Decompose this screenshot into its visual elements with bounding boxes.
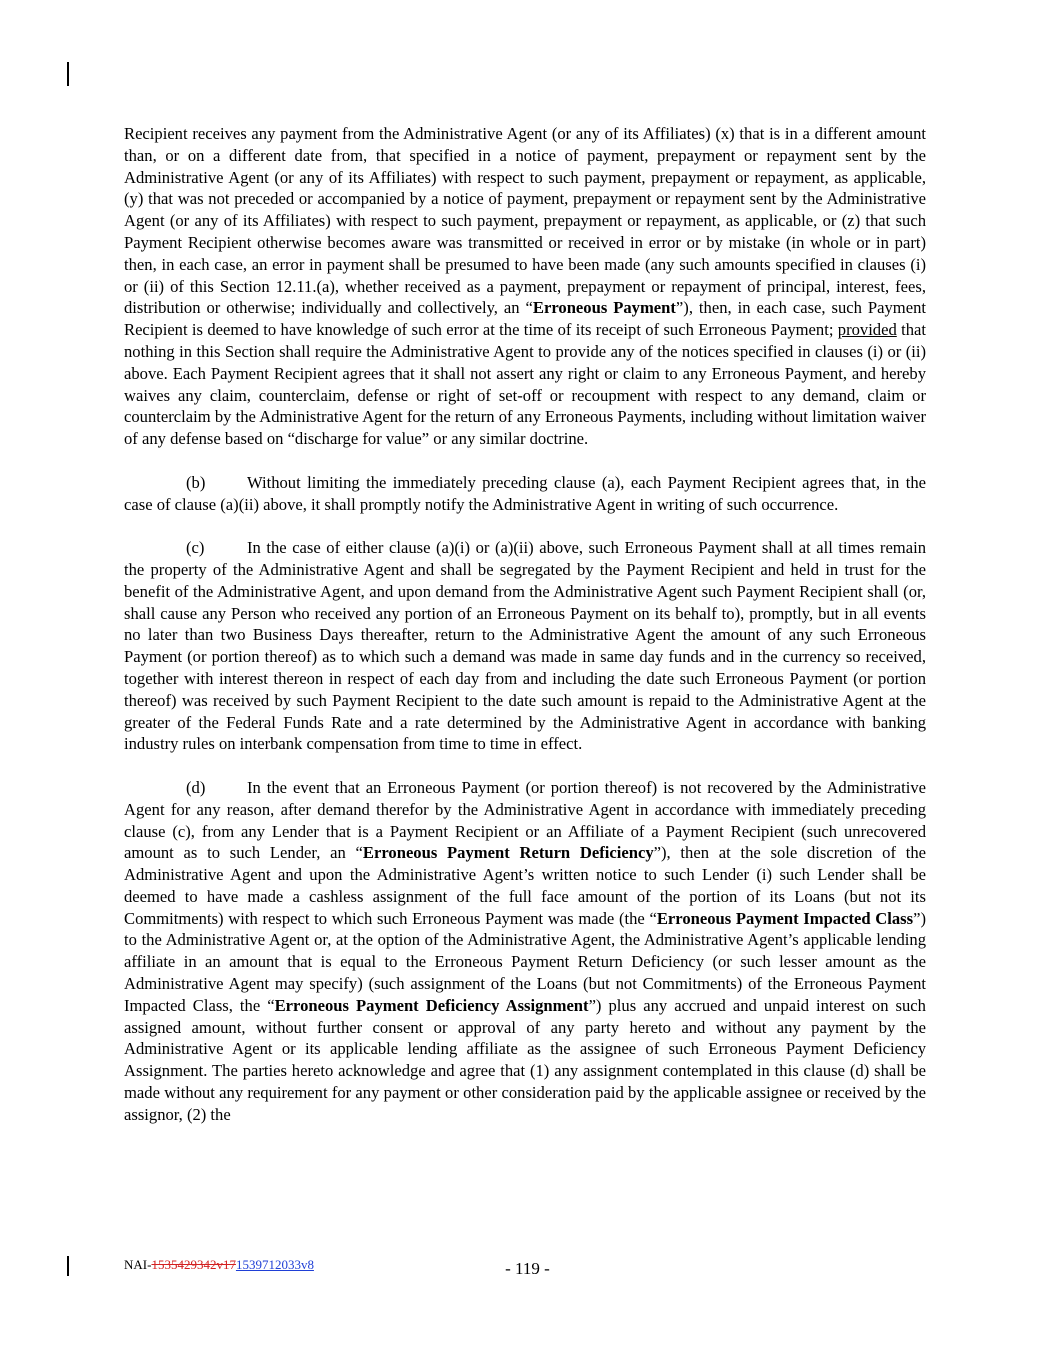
clause-label: (b): [186, 472, 206, 492]
paragraph-text: ”) to the Administrative Agent or, at the option of the Administrative Agent, the Administrative Agent’s applicable lending affiliate in an amount that is equal to the Erroneous Payment Return Deficiency (or such lesser amount as the Administrative Agent may specify) (such assignment of the Loans (but not Commitments) of the Erroneous Payment Impacted Class, the “: [124, 908, 926, 1015]
defined-term: Erroneous Payment Return Deficiency: [362, 843, 654, 863]
defined-term: Erroneous Payment Deficiency Assignment: [274, 995, 589, 1015]
paragraph-c: [124, 537, 926, 755]
clause-label: (d): [186, 777, 206, 797]
paragraph-b: [124, 472, 926, 516]
paragraph-text: that nothing in this Section shall require the Administrative Agent to provide any of the notices specified in clauses (i) or (ii) above. Each Payment Recipient agrees that it shall not assert any right or claim to any Erroneous Payment, and hereby waives any claim, counterclaim, defense or right of set-off or recoupment with respect to any demand, claim or counterclaim by the Administrative Agent for the return of any Erroneous Payments, including without limitation waiver of any defense based on “discharge for value” or any similar doctrine.: [124, 320, 927, 449]
page-body: [124, 123, 926, 1147]
paragraph-text: ”), then, in each case, such Payment Recipient is deemed to have knowledge of such error at the time of its receipt of such Erroneous Payment;: [124, 298, 926, 340]
defined-term: Erroneous Payment Impacted Class: [656, 908, 914, 928]
paragraph-text: Without limiting the immediately preceding clause (a), each Payment Recipient agrees that, in the case of clause (a)(ii) above, it shall promptly notify the Administrative Agent in writing of such occurrence.: [124, 472, 926, 514]
paragraph-text: In the case of either clause (a)(i) or (a)(ii) above, such Erroneous Payment shall at all times remain the property of the Administrative Agent and shall be segregated by the Payment Recipient and held in trust for the benefit of the Administrative Agent, and upon demand from the Administrative Agent such Payment Recipient shall (or, shall cause any Person who received any portion of an Erroneous Payment on its behalf to), promptly, but in all events no later than two Business Days thereafter, return to the Administrative Agent the amount of any such Erroneous Payment (or portion thereof) as to which such a demand was made in same day funds and in the currency so received, together with interest thereon in respect of each day from and including the date such Erroneous Payment (or portion thereof) was received by such Payment Recipient to the date such amount is repaid to the Administrative Agent at the greater of the Federal Funds Rate and a rate determined by the Administrative Agent in accordance with banking industry rules on interbank compensation from time to time in effect.: [124, 538, 926, 754]
doc-id-prefix: NAI-: [124, 1257, 152, 1272]
paragraph-text: ”), then at the sole discretion of the Administrative Agent and upon the Administrative Agent’s written notice to such Lender (i) such Lender shall be deemed to have made a cashless assignment of the full face amount of the portion of its Loans (but not its Commitments) with respect to which such Erroneous Payment was made (the “: [124, 843, 927, 928]
clause-label: (c): [186, 538, 205, 558]
page-number: - 119 -: [505, 1259, 550, 1278]
change-bar: [67, 62, 69, 86]
doc-id-inserted: 1539712033v8: [235, 1257, 314, 1272]
provided-term: provided: [837, 320, 897, 340]
paragraph-a-continuation: [124, 123, 926, 450]
paragraph-text: In the event that an Erroneous Payment (or portion thereof) is not recovered by the Administrative Agent for any reason, after demand therefor by the Administrative Agent in accordance with immediately preceding clause (c), from any Lender that is a Payment Recipient or an Affiliate of a Payment Recipient (such unrecovered amount as to such Lender, an “: [124, 777, 926, 863]
paragraph-d: [124, 777, 926, 1126]
paragraph-text: ”) plus any accrued and unpaid interest on such assigned amount, without further consent or approval of any party hereto and without any payment by the Administrative Agent or its applicable lending affiliate as the assignee of such Erroneous Payment Deficiency Assignment. The parties hereto acknowledge and agree that (1) any assignment contemplated in this clause (d) shall be made without any requirement for any payment or other consideration paid by the applicable assignee or received by the assignor, (2) the: [124, 995, 926, 1124]
doc-id-deleted: 1535429342v17: [151, 1257, 236, 1272]
defined-term: Erroneous Payment: [532, 298, 676, 318]
paragraph-text: Recipient receives any payment from the Administrative Agent (or any of its Affiliates) (x) that is in a different amount than, or on a different date from, that specified in a notice of payment, prepayment or repayment sent by the Administrative Agent (or any of its Affiliates) with respect to such payment, prepayment or repayment, as applicable, (y) that was not preceded or accompanied by a notice of payment, prepayment or repayment sent by the Administrative Agent (or any of its Affiliates) with respect to such payment, prepayment or repayment, as applicable, or (z) that such Payment Recipient otherwise becomes aware was transmitted or received in error or by mistake (in whole or in part) then, in each case, an error in payment shall be presumed to have been made (any such amounts specified in clauses (i) or (ii) of this Section 12.11.(a), whether received as a payment, prepayment or repayment of principal, interest, fees, distribution or otherwise; individually and collectively, an “: [124, 124, 926, 318]
